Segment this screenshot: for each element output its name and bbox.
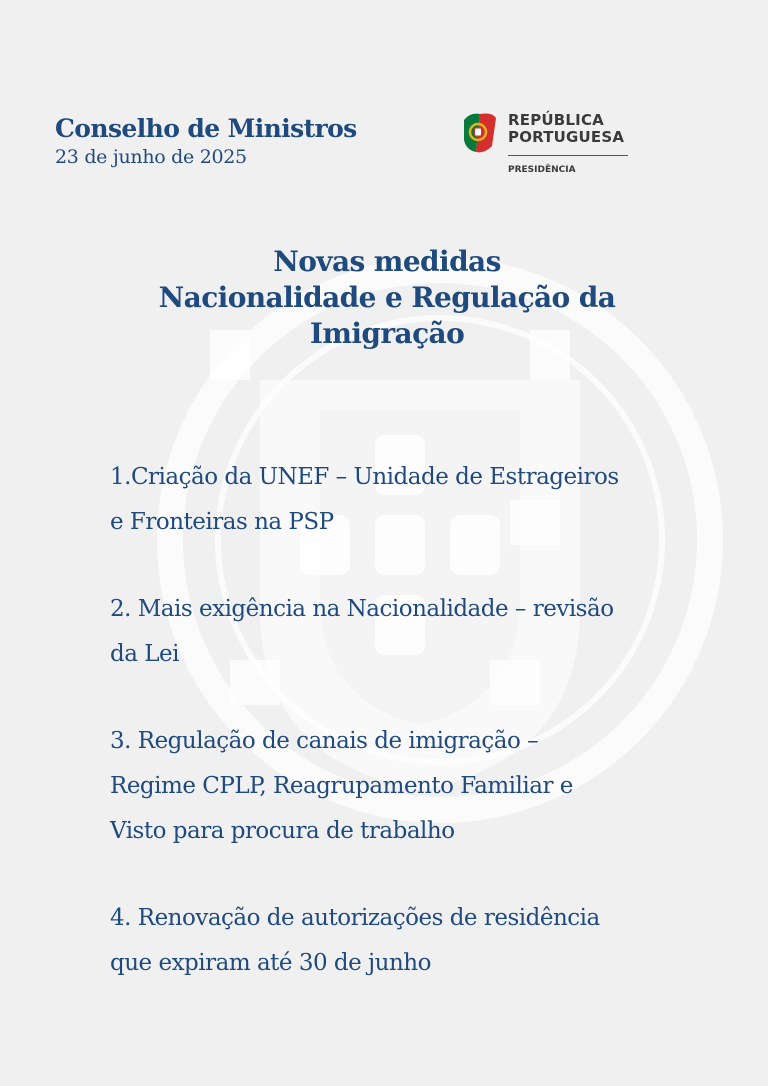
logo-line-2: PORTUGUESA xyxy=(508,128,625,146)
measure-line: 4. Renovação de autorizações de residência xyxy=(110,905,600,931)
measures-list xyxy=(110,455,700,1028)
title-line: Nacionalidade e Regulação da xyxy=(158,281,616,314)
measure-line: que expiram até 30 de junho xyxy=(110,950,431,976)
measure-item-2 xyxy=(110,587,700,677)
meeting-date: 23 de junho de 2025 xyxy=(55,146,247,168)
header-left xyxy=(55,113,357,169)
measure-item-3 xyxy=(110,719,700,854)
flag-emblem-icon xyxy=(462,110,498,156)
measure-line: Visto para procura de trabalho xyxy=(110,818,455,844)
main-title xyxy=(80,244,694,352)
title-line: Novas medidas xyxy=(273,245,501,278)
logo-text xyxy=(508,112,624,146)
measure-line: Regime CPLP, Reagrupamento Familiar e xyxy=(110,773,573,799)
measure-item-1 xyxy=(110,455,700,545)
measure-line: e Fronteiras na PSP xyxy=(110,509,334,535)
council-title: Conselho de Ministros xyxy=(55,114,357,143)
measure-line: 2. Mais exigência na Nacionalidade – revisão xyxy=(110,596,614,622)
title-line: Imigração xyxy=(309,317,465,350)
logo-subtitle: PRESIDÊNCIA xyxy=(508,165,576,175)
measure-item-4 xyxy=(110,896,700,986)
logo-divider xyxy=(508,155,628,156)
republica-portuguesa-logo xyxy=(462,110,642,180)
measure-line: 1.Criação da UNEF – Unidade de Estrageiros xyxy=(110,464,619,490)
logo-line-1: REPÚBLICA xyxy=(508,111,604,129)
measure-line: da Lei xyxy=(110,641,179,667)
measure-line: 3. Regulação de canais de imigração – xyxy=(110,728,539,754)
